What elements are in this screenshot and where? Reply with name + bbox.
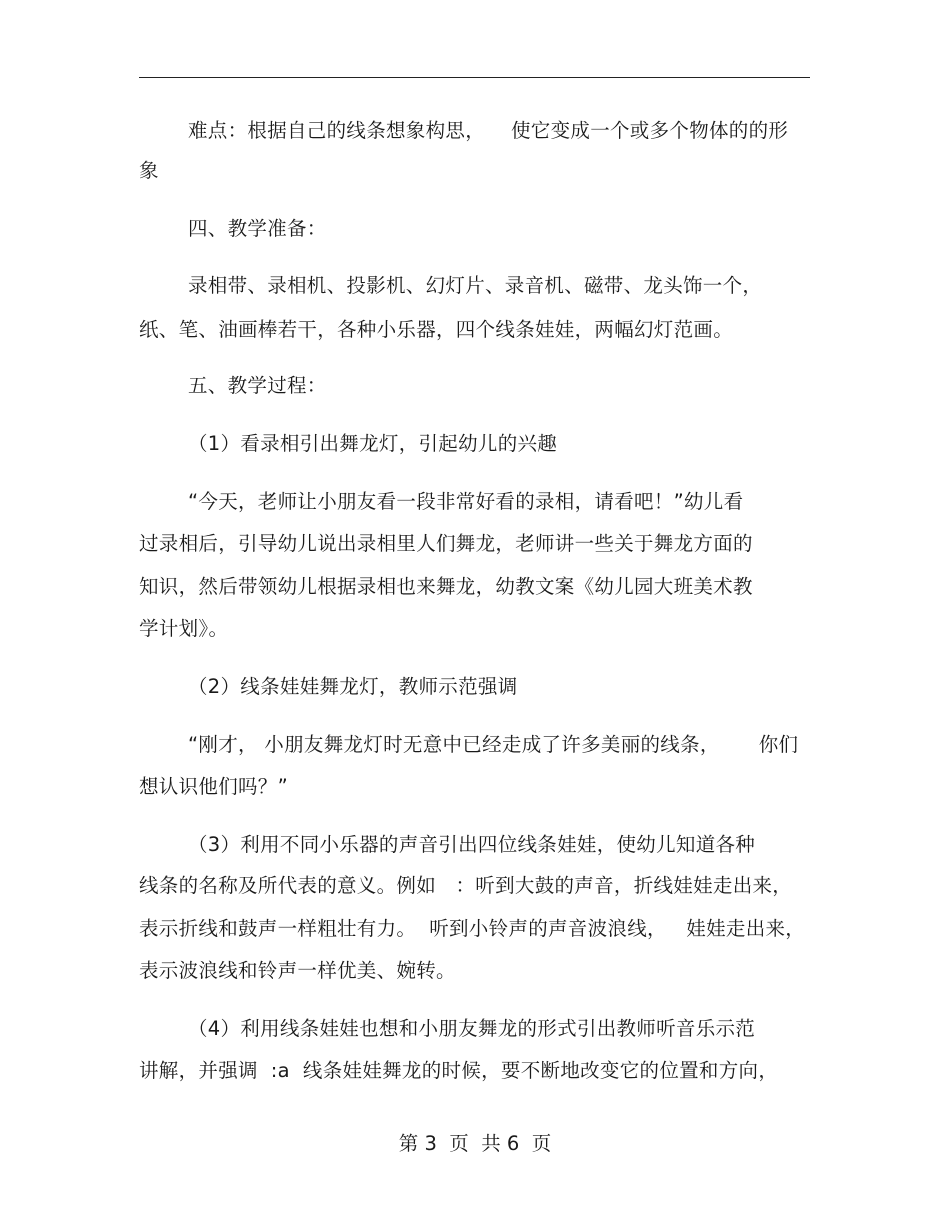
section-heading-preparation: 四、教学准备： [188, 217, 327, 240]
paragraph-line: 知识，然后带领幼儿根据录相也来舞龙，幼教文案《幼儿园大班美术教 [139, 575, 753, 598]
paragraph-line: 过录相后，引导幼儿说出录相里人们舞龙，老师讲一些关于舞龙方面的 [139, 532, 753, 555]
header-rule [139, 77, 810, 78]
text-line-difficulty: 难点：根据自己的线条想象构思， 使它变成一个或多个物体的的形 [188, 119, 789, 142]
page-number-footer: 第 3 页 共 6 页 [398, 1132, 552, 1155]
paragraph-line: （4）利用线条娃娃也想和小朋友舞龙的形式引出教师听音乐示范 [188, 1017, 756, 1040]
text-line-materials-cont: 纸、笔、油画棒若干，各种小乐器，四个线条娃娃，两幅幻灯范画。 [139, 318, 734, 341]
paragraph-line: 讲解，并强调 :a 线条娃娃舞龙的时候，要不断地改变它的位置和方向， [139, 1059, 779, 1082]
text-line-materials: 录相带、录相机、投影机、幻灯片、录音机、磁带、龙头饰一个， [188, 274, 763, 297]
paragraph-line: 想认识他们吗？” [139, 775, 289, 798]
step-heading-1: （1）看录相引出舞龙灯，引起幼儿的兴趣 [188, 432, 558, 455]
section-heading-process: 五、教学过程： [188, 374, 327, 397]
text-line-difficulty-cont: 象 [139, 159, 159, 182]
paragraph-line: 线条的名称及所代表的意义。例如 ：听到大鼓的声音，折线娃娃走出来， [139, 874, 793, 897]
paragraph-line: “刚才， 小朋友舞龙灯时无意中已经走成了许多美丽的线条， 你们 [188, 733, 799, 756]
paragraph-line: 表示波浪线和铃声一样优美、婉转。 [139, 959, 456, 982]
paragraph-line: 表示折线和鼓声一样粗壮有力。 听到小铃声的声音波浪线， 娃娃走出来， [139, 917, 806, 940]
step-heading-2: （2）线条娃娃舞龙灯，教师示范强调 [188, 675, 518, 698]
paragraph-line: “今天，老师让小朋友看一段非常好看的录相，请看吧！”幼儿看 [188, 490, 744, 513]
paragraph-line: （3）利用不同小乐器的声音引出四位线条娃娃，使幼儿知道各种 [188, 833, 756, 856]
paragraph-line: 学计划》。 [139, 617, 229, 640]
